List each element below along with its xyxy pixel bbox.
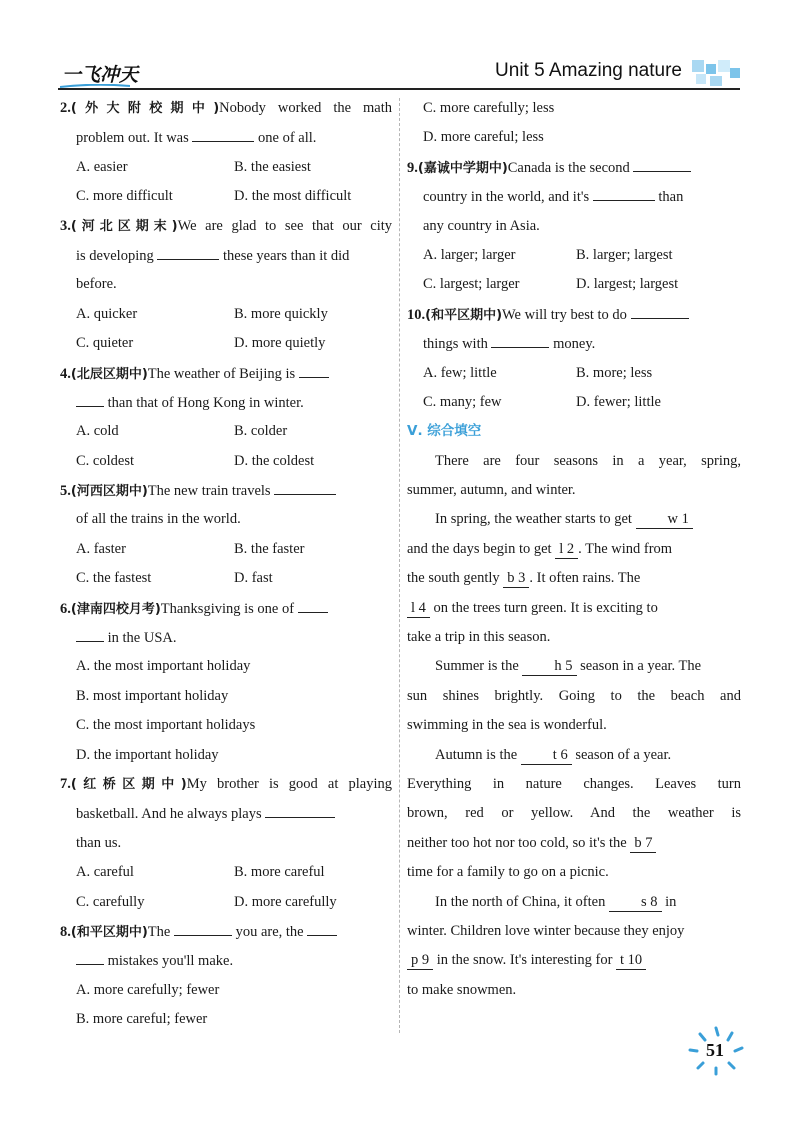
options: A. faster B. the faster — [76, 540, 305, 557]
gap-7[interactable]: b 7 — [630, 834, 656, 853]
answer-blank[interactable] — [274, 476, 336, 495]
answer-blank[interactable] — [157, 241, 219, 260]
question-8: 8.(和平区期中)The you are, the — [60, 917, 392, 946]
answer-blank[interactable] — [633, 153, 691, 172]
option-a[interactable]: A. more carefully; fewer — [76, 981, 220, 998]
option-b[interactable]: B. more careful; fewer — [76, 1011, 208, 1028]
options: A. few; little B. more; less — [423, 364, 653, 381]
answer-blank[interactable] — [76, 623, 104, 642]
answer-blank[interactable] — [491, 329, 549, 348]
options: C. more difficult D. the most difficult — [76, 188, 352, 205]
question-6: 6.(津南四校月考)Thanksgiving is one of — [60, 594, 392, 623]
gap-2[interactable]: l 2 — [555, 540, 578, 559]
answer-blank[interactable] — [299, 359, 329, 378]
passage-line: Autumn is the t 6 season of a year. — [435, 746, 672, 763]
answer-blank[interactable] — [593, 182, 655, 201]
passage-line: take a trip in this season. — [407, 629, 551, 646]
passage-line: the south gently b 3 . It often rains. The — [407, 570, 641, 587]
page-number: 51 — [706, 1040, 724, 1060]
gap-6[interactable]: t 6 — [521, 746, 572, 765]
page-header — [0, 0, 800, 92]
right-column: C. more carefully; less D. more careful; less 9.(嘉诚中学期中)Canada is the second country in the world, and it's than any country in Asia. A. larger; larger B. larger; largest C. largest; larger D. largest; largest 10.(和平区期中)We will try best to do things with money. A. few; little B. more; less C. many; few D. fewer; little Ⅴ. 综合填空 There are four seasons in a year, spring, summer, autumn, and winter. In spring, the weather starts to get w 1 and the days begin to get l 2 . The wind from the south gently b 3 . It often rains. The l 4 on the trees turn green. It is exciting to take a trip in this season. Summer is the h 5 season in a year. The sun shines brightly. Going to the beach and swimming in the sea is wonderful. Autumn is the t 6 season of a year. Everything in nature changes. Leaves turn brown, red or yellow. And the weather is neither too hot nor too cold, so it's the b 7 time for a family to go on a picnic. In the north of China, it often s 8 in winter. Children love winter because they enjoy p 9 in the snow. It's interesting for t 10 to make snowmen. — [407, 94, 741, 1005]
options: C. coldest D. the coldest — [76, 452, 315, 469]
passage-line: There are four seasons in a year, spring, — [435, 452, 741, 469]
question-9: 9.(嘉诚中学期中)Canada is the second — [407, 153, 741, 182]
options: A. careful B. more careful — [76, 864, 325, 881]
column-divider — [399, 98, 400, 1033]
header-rule — [58, 88, 740, 90]
options: A. larger; larger B. larger; largest — [423, 246, 673, 263]
gap-8[interactable]: s 8 — [609, 893, 662, 912]
passage-line: neither too hot nor too cold, so it's the b 7 — [407, 829, 741, 858]
passage-line: summer, autumn, and winter. — [407, 482, 576, 499]
answer-blank[interactable] — [265, 799, 335, 818]
answer-blank[interactable] — [76, 388, 104, 407]
passage-line: Everything in nature changes. Leaves turn — [407, 775, 741, 792]
brand-logo: 一飞冲天 — [62, 64, 139, 86]
gap-5[interactable]: h 5 — [522, 657, 576, 676]
option-d[interactable]: D. the important holiday — [76, 746, 219, 763]
option-d[interactable]: D. more careful; less — [423, 129, 544, 146]
gap-3[interactable]: b 3 — [503, 569, 529, 588]
passage-line: p 9 in the snow. It's interesting for t 10 — [407, 946, 741, 975]
answer-blank[interactable] — [298, 594, 328, 613]
gap-10[interactable]: t 10 — [616, 951, 646, 970]
options: C. quieter D. more quietly — [76, 335, 326, 352]
options: C. many; few D. fewer; little — [423, 393, 661, 410]
passage-line: to make snowmen. — [407, 981, 517, 998]
options: C. largest; larger D. largest; largest — [423, 276, 679, 293]
unit-title: Unit 5 Amazing nature — [495, 60, 682, 81]
option-b[interactable]: B. most important holiday — [76, 687, 229, 704]
question-7: 7.(红桥区期中)My brother is good at playing — [60, 775, 392, 792]
passage-line: l 4 on the trees turn green. It is exciting to — [407, 594, 741, 623]
passage-line: winter. Children love winter because they enjoy — [407, 922, 685, 939]
options: A. cold B. colder — [76, 423, 288, 440]
question-2: 2.(外大附校期中)Nobody worked the math — [60, 100, 392, 116]
passage-line: In the north of China, it often s 8 in — [435, 893, 677, 910]
gap-9[interactable]: p 9 — [407, 951, 433, 970]
question-10: 10.(和平区期中)We will try best to do — [407, 300, 741, 329]
question-3: 3.(河北区期末)We are glad to see that our city — [60, 217, 392, 234]
gap-4[interactable]: l 4 — [407, 599, 430, 618]
options: C. the fastest D. fast — [76, 570, 273, 587]
question-4: 4.(北辰区期中)The weather of Beijing is — [60, 359, 392, 388]
answer-blank[interactable] — [192, 123, 254, 142]
options: C. carefully D. more carefully — [76, 893, 337, 910]
answer-blank[interactable] — [76, 946, 104, 965]
answer-blank[interactable] — [174, 917, 232, 936]
options: A. easier B. the easiest — [76, 158, 311, 175]
left-column: 2.(外大附校期中)Nobody worked the math problem out. It was one of all. A. easier B. the easiest C. more difficult D. the most difficult 3.(河北区期末)We are glad to see that our city is developing these years than it did before. A. quicker B. more quickly C. quieter D. more quietly 4.(北辰区期中)The weather of Beijing is than that of Hong Kong in winter. A. cold B. colder C. coldest D. the coldest 5.(河西区期中)The new train travels of all the trains in the world. A. faster B. the faster C. the fastest D. fast 6.(津南四校月考)Thanksgiving is one of in the USA. A. the most important holiday B. most important holiday C. the most important holidays D. the important holiday 7.(红桥区期中)My brother is good at playing basketball. And he always plays than us. A. careful B. more careful C. carefully D. more carefully 8.(和平区期中)The you are, the mistakes you'll make. A. more carefully; fewer B. more careful; fewer — [60, 94, 392, 1035]
options: A. quicker B. more quickly — [76, 305, 328, 322]
passage-line: sun shines brightly. Going to the beach and — [407, 687, 741, 704]
option-a[interactable]: A. the most important holiday — [76, 658, 251, 675]
passage-line: In spring, the weather starts to get w 1 — [407, 505, 741, 534]
answer-blank[interactable] — [631, 300, 689, 319]
passage-line: and the days begin to get l 2 . The wind from — [407, 540, 673, 557]
passage-line: Summer is the h 5 season in a year. The — [435, 658, 702, 675]
question-5: 5.(河西区期中)The new train travels — [60, 476, 392, 505]
option-c[interactable]: C. the most important holidays — [76, 717, 256, 734]
passage-line: time for a family to go on a picnic. — [407, 864, 609, 881]
decorative-squares-icon — [690, 58, 742, 88]
gap-1[interactable]: w 1 — [636, 510, 693, 529]
passage-line: swimming in the sea is wonderful. — [407, 717, 607, 734]
option-c[interactable]: C. more carefully; less — [423, 100, 555, 116]
passage-line: brown, red or yellow. And the weather is — [407, 805, 741, 822]
section-title: Ⅴ. 综合填空 — [407, 423, 482, 440]
answer-blank[interactable] — [307, 917, 337, 936]
